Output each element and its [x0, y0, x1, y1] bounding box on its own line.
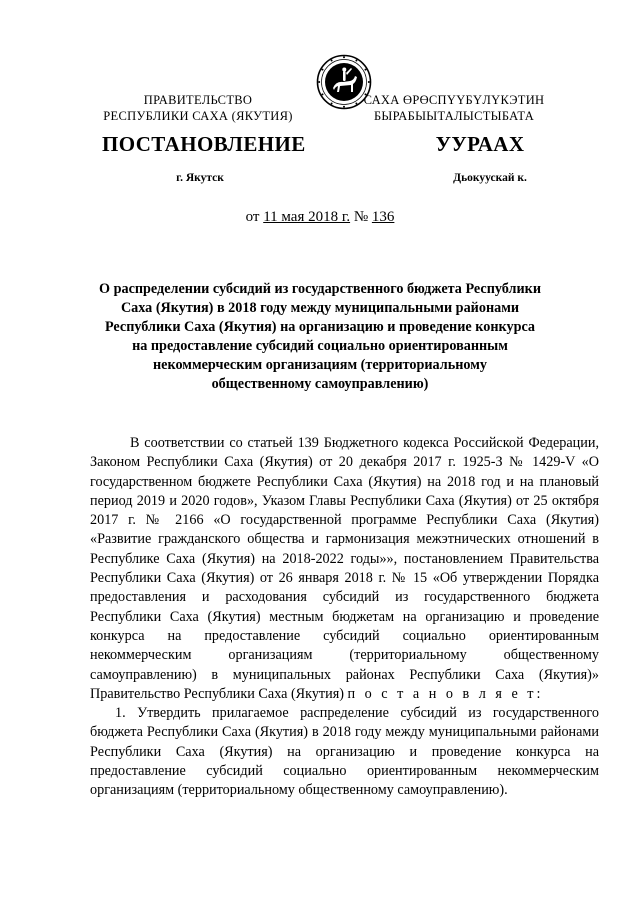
preamble-text: В соответствии со статьей 139 Бюджетного кодекса Российской Федерации, Законом Республики Саха (Якутия) от 20 декабря 2017 г. 1925-З № 1429-V «О государственном бюджете Республики Саха (Якутия) на 2018 год и на плановый период 2019 и 2020 годов», Указом Главы Республики Саха (Якутия) от 25 октября 2017 г. № 2166 «О государственной программе Республики Саха (Якутия) «Развитие гражданского общества и гармонизация межэтнических отношений в Республике Саха (Якутия) на 2018-2022 годы»», постановлением Правительства Республики Саха (Якутия) от 26 января 2018 г. № 15 «Об утверждении Порядка предоставления и расходования субсидий из государственного бюджета Республики Саха (Якутия) местным бюджетам на организацию и проведение конкурса на предоставление субсидий социально ориентированным некоммерческим организациям (территориальному общественному самоуправлению) в муниципальных районах Республики Саха (Якутия)» Правительство Республики Саха (Якутия) [90, 435, 599, 702]
left-organization-block [88, 92, 308, 124]
city-yakut: Дьокуускай к. [453, 172, 527, 184]
right-org-line2: БЫРАБЫЫТАЛЫСТЫБАТА [373, 109, 535, 123]
number-sign: № [353, 209, 369, 225]
heading-line: на предоставление субсидий социально ориентированным [132, 338, 508, 354]
document-title-russian: ПОСТАНОВЛЕНИЕ [102, 132, 306, 156]
left-org-line1: ПРАВИТЕЛЬСТВО [143, 93, 253, 107]
heading-line: Саха (Якутия) в 2018 году между муниципальными районами [120, 300, 520, 316]
city-russian: г. Якутск [176, 172, 224, 184]
right-org-line1: САХА ӨРӨСПҮҮБҮЛҮКЭТИН [363, 93, 545, 107]
heading-line: некоммерческим организациям (территориальному [153, 357, 487, 373]
right-organization-block [354, 92, 554, 124]
document-title-yakut: УУРААХ [435, 132, 525, 156]
heading-line: общественному самоуправлению) [211, 376, 429, 392]
document-body [90, 434, 599, 801]
dateline-prefix: от [245, 209, 260, 225]
document-dateline [80, 209, 560, 226]
heading-line: Республики Саха (Якутия) на организацию и проведение конкурса [104, 319, 536, 335]
heading-line: О распределении субсидий из государственного бюджета Республики [99, 281, 541, 297]
preamble-paragraph [90, 434, 599, 704]
left-org-line2: РЕСПУБЛИКИ САХА (ЯКУТИЯ) [103, 109, 293, 123]
decree-word: п о с т а н о в л я е т: [347, 685, 544, 702]
resolution-item-1: 1. Утвердить прилагаемое распределение субсидий из государственного бюджета Республики Саха (Якутия) в 2018 году между муниципальными районами Республики Саха (Якутия) на организацию и проведение конкурса на предоставление субсидий социально ориентированным некоммерческим организациям (территориальному общественному самоуправлению). [90, 705, 599, 799]
document-date: 11 мая 2018 г. [263, 209, 351, 225]
document-heading [70, 280, 570, 394]
document-number: 136 [371, 209, 395, 225]
